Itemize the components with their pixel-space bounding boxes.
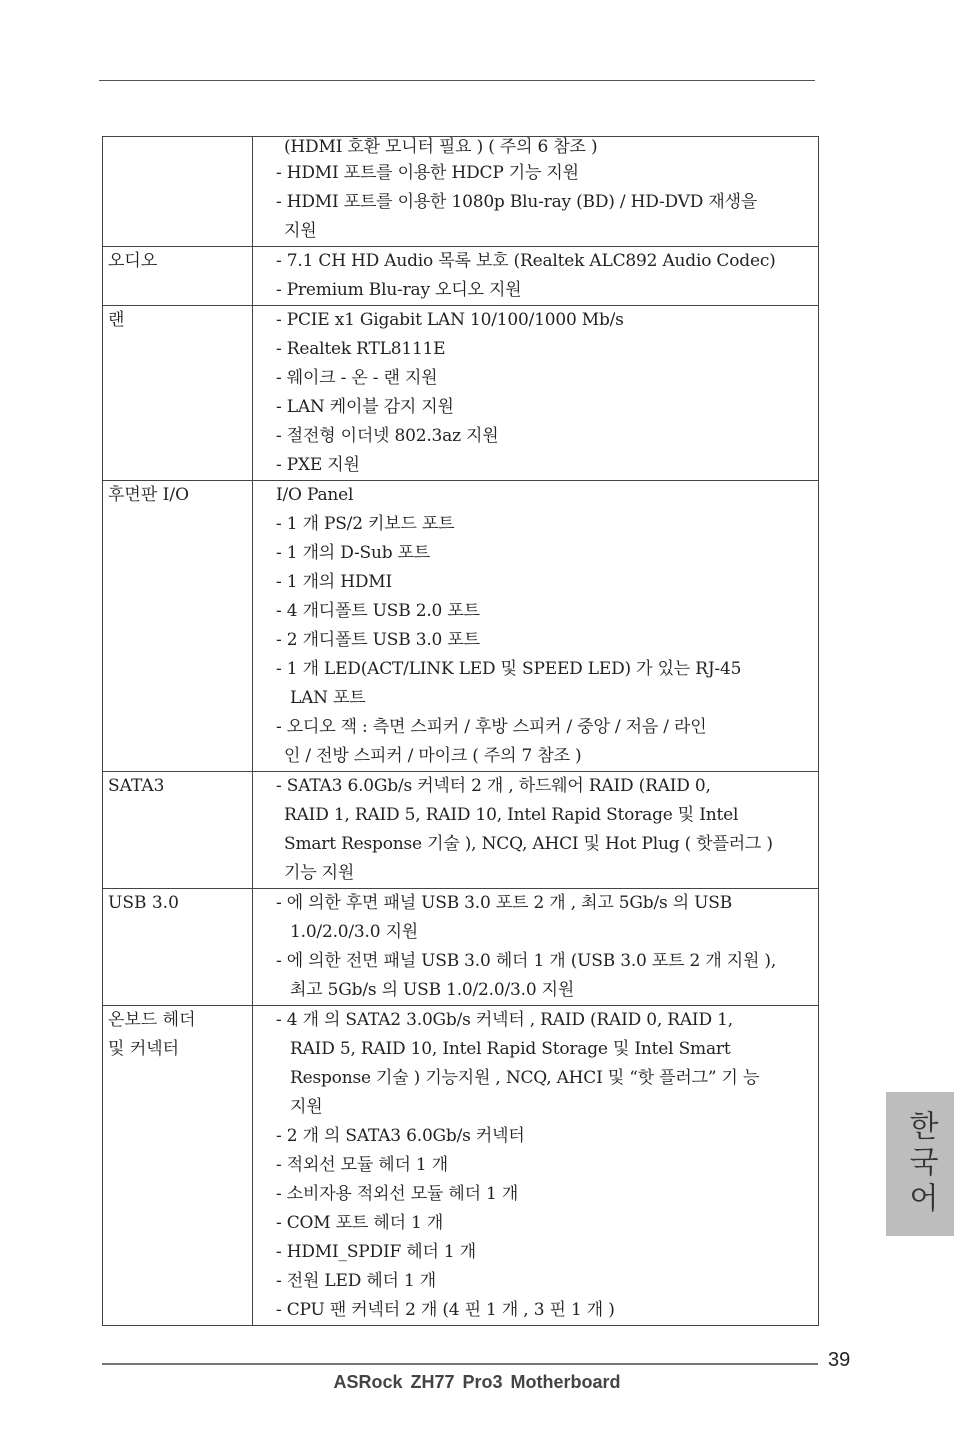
row-value	[253, 137, 818, 246]
value-line: - 1 개 PS/2 키보드 포트	[276, 514, 455, 534]
value-line: - Premium Blu-ray 오디오 지원	[276, 280, 522, 300]
value-line: - 오디오 잭 : 측면 스피커 / 후방 스피커 / 중앙 / 저음 / 라인	[276, 717, 707, 737]
value-line: - 에 의한 전면 패널 USB 3.0 헤더 1 개 (USB 3.0 포트 2 개 지원 ),	[276, 951, 777, 971]
value-line: - 1 개의 D-Sub 포트	[276, 543, 431, 563]
value-line: - HDMI 포트를 이용한 HDCP 기능 지원	[276, 163, 579, 183]
row-value	[253, 1006, 818, 1325]
table-row	[103, 306, 818, 481]
row-value	[253, 306, 818, 480]
footer-title: ASRock ZH77 Pro3 Motherboard	[333, 1372, 621, 1392]
value-line: - SATA3 6.0Gb/s 커넥터 2 개 , 하드웨어 RAID (RAID 0,	[276, 776, 711, 796]
value-line: - COM 포트 헤더 1 개	[276, 1213, 444, 1233]
row-value	[253, 481, 818, 771]
label-line: USB 3.0	[108, 893, 179, 913]
label-line: 후면판 I/O	[108, 485, 190, 505]
top-divider	[99, 80, 815, 81]
value-line: LAN 포트	[290, 688, 366, 708]
value-line: - LAN 케이블 감지 지원	[276, 397, 454, 417]
value-line: - HDMI_SPDIF 헤더 1 개	[276, 1242, 476, 1262]
row-label	[103, 306, 253, 480]
table-row	[103, 772, 818, 889]
value-line: - 적외선 모듈 헤더 1 개	[276, 1155, 448, 1175]
label-line: 오디오	[108, 251, 158, 271]
table-row	[103, 247, 818, 306]
row-label	[103, 137, 253, 246]
value-line: Smart Response 기술 ), NCQ, AHCI 및 Hot Plug ( 핫플러그 )	[284, 834, 773, 854]
row-value	[253, 772, 818, 888]
value-line: - 1 개 LED(ACT/LINK LED 및 SPEED LED) 가 있는 RJ-45	[276, 659, 742, 679]
value-line: RAID 1, RAID 5, RAID 10, Intel Rapid Storage 및 Intel	[284, 805, 739, 825]
value-line: Response 기술 ) 기능지원 , NCQ, AHCI 및 “핫 플러그” 기 능	[290, 1068, 760, 1088]
value-line: - PXE 지원	[276, 455, 360, 475]
label-line: 랜	[108, 310, 125, 330]
label-line: SATA3	[108, 776, 165, 796]
label-line: 및 커넥터	[108, 1039, 180, 1059]
value-line: - 전원 LED 헤더 1 개	[276, 1271, 437, 1291]
row-value	[253, 247, 818, 305]
table-row	[103, 889, 818, 1006]
value-line: 인 / 전방 스피커 / 마이크 ( 주의 7 참조 )	[284, 746, 582, 766]
value-line: 최고 5Gb/s 의 USB 1.0/2.0/3.0 지원	[290, 980, 575, 1000]
value-line: - 4 개디폴트 USB 2.0 포트	[276, 601, 480, 621]
row-label	[103, 481, 253, 771]
value-line: - Realtek RTL8111E	[276, 339, 446, 359]
value-line: - 에 의한 후면 패널 USB 3.0 포트 2 개 , 최고 5Gb/s 의 USB	[276, 893, 733, 913]
page-number: 39	[828, 1349, 851, 1371]
table-row	[103, 481, 818, 772]
value-line: - 2 개 의 SATA3 6.0Gb/s 커넥터	[276, 1126, 525, 1146]
value-line: (HDMI 호환 모니터 필요 ) ( 주의 6 참조 )	[284, 137, 598, 157]
label-line: 온보드 헤더	[108, 1010, 196, 1030]
value-line: - 1 개의 HDMI	[276, 572, 392, 592]
value-line: I/O Panel	[276, 485, 354, 505]
value-line: - 2 개디폴트 USB 3.0 포트	[276, 630, 480, 650]
table-row	[103, 137, 818, 247]
row-label	[103, 889, 253, 1005]
language-tab-label: 한국어	[903, 1110, 938, 1218]
row-value	[253, 889, 818, 1005]
row-label	[103, 1006, 253, 1325]
value-line: 지원	[290, 1097, 323, 1117]
row-label	[103, 247, 253, 305]
value-line: - CPU 팬 커넥터 2 개 (4 핀 1 개 , 3 핀 1 개 )	[276, 1300, 615, 1320]
value-line: - 웨이크 - 온 - 랜 지원	[276, 368, 438, 388]
bottom-divider	[102, 1363, 818, 1365]
spec-table	[102, 136, 819, 1326]
value-line: - PCIE x1 Gigabit LAN 10/100/1000 Mb/s	[276, 310, 624, 330]
value-line: 1.0/2.0/3.0 지원	[290, 922, 419, 942]
value-line: RAID 5, RAID 10, Intel Rapid Storage 및 Intel Smart	[290, 1039, 731, 1059]
table-row	[103, 1006, 818, 1326]
value-line: - HDMI 포트를 이용한 1080p Blu-ray (BD) / HD-DVD 재생을	[276, 192, 758, 212]
row-label	[103, 772, 253, 888]
value-line: 기능 지원	[284, 863, 355, 883]
language-tab	[886, 1092, 954, 1236]
value-line: - 7.1 CH HD Audio 목록 보호 (Realtek ALC892 Audio Codec)	[276, 251, 776, 271]
value-line: - 소비자용 적외선 모듈 헤더 1 개	[276, 1184, 519, 1204]
value-line: - 4 개 의 SATA2 3.0Gb/s 커넥터 , RAID (RAID 0, RAID 1,	[276, 1010, 733, 1030]
value-line: 지원	[284, 221, 317, 241]
value-line: - 절전형 이더넷 802.3az 지원	[276, 426, 499, 446]
